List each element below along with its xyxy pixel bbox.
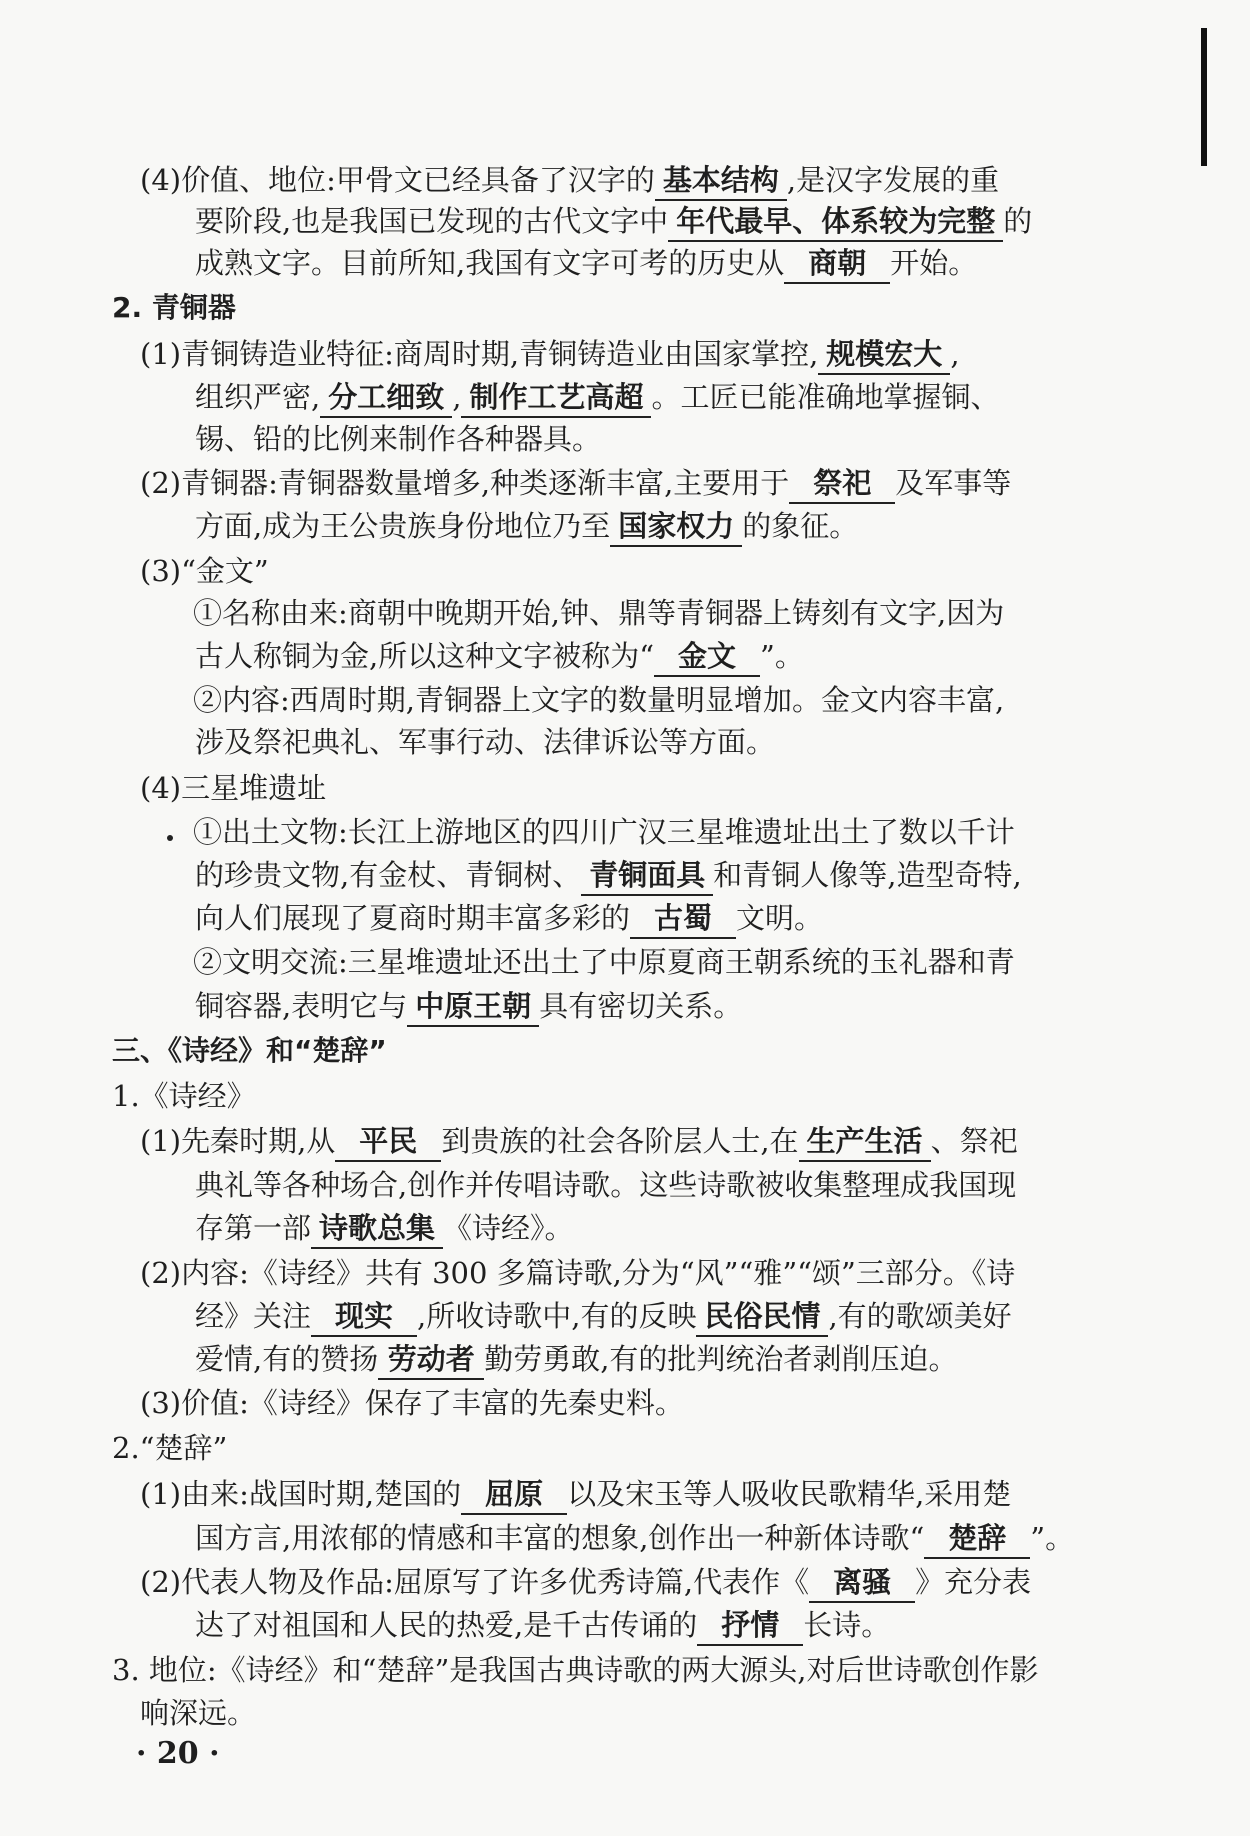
answer-blank: 生产生活	[799, 1122, 931, 1162]
text-line	[140, 334, 960, 375]
answer-blank: 离骚	[809, 1563, 915, 1603]
answer-blank: 规模宏大	[818, 335, 950, 375]
answer-blank: 分工细致	[320, 378, 452, 418]
line-text: (1)由来:战国时期,楚国的	[140, 1477, 462, 1511]
line-text: (4)价值、地位:甲骨文已经具备了汉字的	[140, 163, 655, 197]
text-line	[195, 855, 1022, 896]
line-text: 要阶段,也是我国已发现的古代文字中	[195, 204, 669, 238]
answer-blank: 金文	[654, 637, 760, 677]
line-text: (2)青铜器:青铜器数量增多,种类逐渐丰富,主要用于	[140, 466, 790, 500]
text-line: (2)内容:《诗经》共有 300 多篇诗歌,分为“风”“雅”“颂”三部分。《诗	[140, 1256, 1016, 1290]
line-text: 方面,成为王公贵族身份地位乃至	[195, 509, 611, 543]
text-line: (3)价值:《诗经》保存了丰富的先秦史料。	[140, 1386, 684, 1420]
text-line	[195, 898, 823, 939]
line-text: 的珍贵文物,有金杖、青铜树、	[195, 858, 582, 892]
line-text: 具有密切关系。	[539, 989, 743, 1023]
line-text: ,	[950, 337, 960, 371]
line-text: 古人称铜为金,所以这种文字被称为“	[195, 639, 655, 673]
line-text: 《诗经》。	[443, 1211, 574, 1245]
text-line	[195, 243, 977, 284]
line-text: 、祭祀	[930, 1124, 1018, 1158]
line-text: 的象征。	[742, 509, 859, 543]
text-line	[195, 636, 804, 677]
answer-blank: 现实	[311, 1297, 417, 1337]
section-heading: 2. 青铜器	[112, 291, 236, 324]
line-text: (1)青铜铸造业特征:商周时期,青铜铸造业由国家掌控,	[140, 337, 819, 371]
text-line	[140, 1474, 1011, 1515]
text-line	[140, 1562, 1031, 1603]
text-line: ①出土文物:长江上游地区的四川广汉三星堆遗址出土了数以千计	[193, 815, 1015, 849]
text-line	[195, 377, 999, 418]
text-line: 涉及祭祀典礼、军事行动、法律诉讼等方面。	[195, 725, 776, 759]
subsection-heading: (4)三星堆遗址	[140, 771, 327, 805]
line-text: 勤劳勇敢,有的批判统治者剥削压迫。	[484, 1342, 958, 1376]
line-text: ,	[452, 380, 462, 414]
text-line: ②内容:西周时期,青铜器上文字的数量明显增加。金文内容丰富,	[193, 683, 1005, 717]
text-line	[195, 1208, 574, 1249]
text-line: ②文明交流:三星堆遗址还出土了中原夏商王朝系统的玉礼器和青	[193, 945, 1015, 979]
answer-blank: 劳动者	[378, 1340, 484, 1380]
page-number: · 20 ·	[136, 1736, 220, 1771]
answer-blank: 青铜面具	[581, 856, 713, 896]
line-text: 以及宋玉等人吸收民歌精华,采用楚	[567, 1477, 1012, 1511]
answer-blank: 诗歌总集	[311, 1209, 443, 1249]
text-line	[140, 160, 999, 201]
text-line	[195, 201, 1032, 242]
line-text: 及军事等	[895, 466, 1012, 500]
answer-blank: 民俗民情	[696, 1297, 828, 1337]
line-text: ,所收诗歌中,有的反映	[417, 1299, 697, 1333]
answer-blank: 基本结构	[655, 161, 787, 201]
text-line	[195, 1605, 890, 1646]
line-text: 铜容器,表明它与	[195, 989, 408, 1023]
line-text: 和青铜人像等,造型奇特,	[713, 858, 1022, 892]
line-text: 爱情,有的赞扬	[195, 1342, 379, 1376]
text-line: ①名称由来:商朝中晚期开始,钟、鼎等青铜器上铸刻有文字,因为	[193, 596, 1005, 630]
line-text: 存第一部	[195, 1211, 312, 1245]
line-text: 向人们展现了夏商时期丰富多彩的	[195, 901, 631, 935]
text-line	[140, 1121, 1018, 1162]
answer-blank: 屈原	[461, 1475, 567, 1515]
section-heading: 2.“楚辞”	[112, 1431, 228, 1465]
line-text: 。工匠已能准确地掌握铜、	[651, 380, 1000, 414]
answer-blank: 抒情	[697, 1606, 803, 1646]
line-text: 经》关注	[195, 1299, 312, 1333]
line-text: ,有的歌颂美好	[828, 1299, 1012, 1333]
line-text: 到贵族的社会各阶层人士,在	[441, 1124, 799, 1158]
line-text: 文明。	[736, 901, 824, 935]
answer-blank: 国家权力	[610, 507, 742, 547]
line-text: ”。	[760, 639, 804, 673]
answer-blank: 平民	[335, 1122, 441, 1162]
section-heading: 1.《诗经》	[112, 1079, 256, 1113]
text-line: 3. 地位:《诗经》和“楚辞”是我国古典诗歌的两大源头,对后世诗歌创作影	[112, 1653, 1039, 1687]
line-text: 开始。	[890, 246, 978, 280]
line-text: 国方言,用浓郁的情感和丰富的想象,创作出一种新体诗歌“	[195, 1521, 925, 1555]
answer-blank: 中原王朝	[407, 987, 539, 1027]
line-text: 长诗。	[803, 1608, 891, 1642]
text-line: 典礼等各种场合,创作并传唱诗歌。这些诗歌被收集整理成我国现	[195, 1168, 1017, 1202]
text-line	[195, 1518, 1074, 1559]
answer-blank: 祭祀	[789, 464, 895, 504]
line-text: (1)先秦时期,从	[140, 1124, 336, 1158]
text-line	[195, 1339, 957, 1380]
line-text: ,是汉字发展的重	[786, 163, 1000, 197]
line-text: 的	[1003, 204, 1033, 238]
line-text: 成熟文字。目前所知,我国有文字可考的历史从	[195, 246, 785, 280]
answer-blank: 楚辞	[924, 1519, 1030, 1559]
answer-blank: 商朝	[784, 244, 890, 284]
part-heading: 三、《诗经》和“楚辞”	[112, 1034, 387, 1067]
text-line: 锡、铅的比例来制作各种器具。	[195, 422, 602, 456]
text-line	[140, 463, 1011, 504]
text-line	[195, 986, 742, 1027]
text-line	[195, 1296, 1012, 1337]
answer-blank: 制作工艺高超	[461, 378, 651, 418]
text-line	[195, 506, 858, 547]
line-text: 达了对祖国和人民的热爱,是千古传诵的	[195, 1608, 698, 1642]
text-line: 响深远。	[140, 1696, 257, 1730]
line-text: (2)代表人物及作品:屈原写了许多优秀诗篇,代表作《	[140, 1565, 810, 1599]
line-text: 》充分表	[915, 1565, 1032, 1599]
line-text: 组织严密,	[195, 380, 321, 414]
answer-blank: 古蜀	[630, 899, 736, 939]
subsection-heading: (3)“金文”	[140, 554, 269, 588]
answer-blank: 年代最早、体系较为完整	[668, 202, 1003, 242]
line-text: ”。	[1030, 1521, 1075, 1555]
